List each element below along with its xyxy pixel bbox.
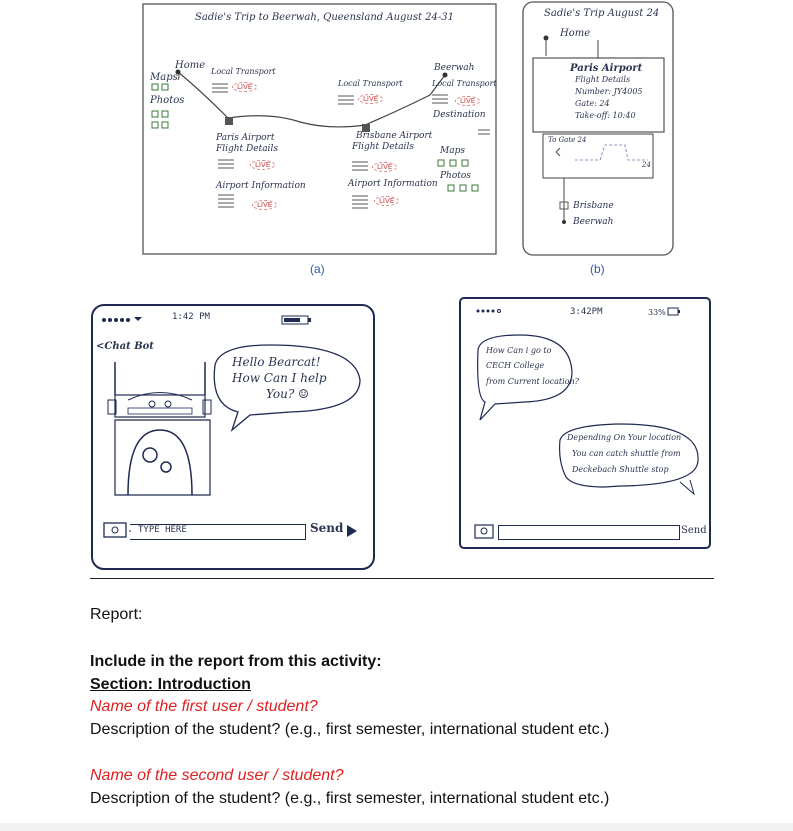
question-1-desc: Description of the student? (e.g., first semester, international student etc.): [90, 721, 610, 738]
bot2-bubble-line-2: You can catch shuttle from: [572, 449, 681, 458]
live-badge: LIVE: [455, 96, 480, 106]
live-badge: LIVE: [232, 82, 257, 92]
sketch-b-gate: Gate: 24: [575, 99, 610, 108]
sketch-a-destination: Destination: [433, 110, 486, 120]
sketch-a-paris-airport: Paris Airport: [216, 133, 275, 143]
live-badge: LIVE: [252, 200, 277, 210]
section-heading: Section: Introduction: [90, 676, 251, 693]
page-bottom-band: [0, 823, 793, 831]
user-bubble-line-1: How Can i go to: [486, 346, 552, 355]
sketch-b-to-gate: To Gate 24: [548, 136, 587, 144]
sketch-b-brisbane: Brisbane: [573, 201, 614, 211]
live-badge: LIVE: [358, 94, 383, 104]
divider-line: [90, 578, 714, 579]
sketch-a-flight-details-2: Flight Details: [352, 142, 414, 152]
question-2-name: Name of the second user / student?: [90, 767, 344, 784]
report-include: Include in the report from this activity:: [90, 653, 382, 670]
sketch-a-maps-left: Maps: [150, 72, 178, 83]
question-2-desc: Description of the student? (e.g., first semester, international student etc.): [90, 790, 610, 807]
sketch-b-flight-details: Flight Details: [575, 75, 631, 84]
bot-bubble-line-3: You? ☺: [266, 387, 309, 401]
bot-bubble-line-1: Hello Bearcat!: [232, 355, 321, 369]
sketch-a-beerwah: Beerwah: [434, 63, 475, 73]
sketch-a-airport-info-1: Airport Information: [216, 181, 306, 191]
send-button-2[interactable]: Send: [681, 525, 707, 536]
sketch-a-home: Home: [175, 60, 206, 71]
sketch-a-local-transport-1: Local Transport: [211, 67, 276, 76]
sketch-b-paris-airport: Paris Airport: [570, 63, 643, 74]
sketch-a-local-transport-2: Local Transport: [338, 79, 403, 88]
bot2-bubble-line-3: Deckebach Shuttle stop: [572, 465, 669, 474]
live-badge: LIVE: [372, 162, 397, 172]
chat-input-placeholder: TYPE HERE: [138, 525, 187, 535]
sketch-a-brisbane-airport: Brisbane Airport: [356, 131, 433, 141]
sketch-a-photos-right: Photos: [440, 171, 471, 181]
bot-bubble-line-2: How Can I help: [232, 371, 327, 385]
sketch-b-beerwah: Beerwah: [573, 217, 614, 227]
sketch-b-number: Number: JY4005: [575, 87, 643, 96]
live-badge: LIVE: [250, 160, 275, 170]
sketch-b-takeoff: Take-off: 10:40: [575, 111, 636, 120]
sketch-a-airport-info-2: Airport Information: [348, 179, 438, 189]
chat2-time: 3:42PM: [570, 307, 603, 317]
question-1-name: Name of the first user / student?: [90, 698, 318, 715]
sketch-a-local-transport-3: Local Transport: [432, 79, 497, 88]
caption-b: (b): [590, 262, 605, 276]
live-badge: LIVE: [374, 196, 399, 206]
report-heading: Report:: [90, 606, 143, 623]
chat2-battery: 33%: [648, 308, 666, 317]
sketch-b-title: Sadie's Trip August 24: [544, 8, 660, 19]
sketch-a-flight-details-1: Flight Details: [216, 144, 278, 154]
user-bubble-line-2: CECH College: [486, 361, 545, 370]
sketch-a-maps-right: Maps: [440, 146, 465, 156]
bot2-bubble-line-1: Depending On Your location: [567, 433, 682, 442]
sketch-a-photos-left: Photos: [150, 95, 185, 106]
user-bubble-line-3: from Current location?: [486, 377, 579, 386]
send-button[interactable]: Send: [310, 521, 344, 535]
chat-time: 1:42 PM: [172, 312, 210, 322]
sketch-b-home: Home: [560, 28, 591, 39]
chat-back-link[interactable]: <Chat Bot: [96, 341, 154, 352]
sketch-a-title: Sadie's Trip to Beerwah, Queensland August 24-31: [195, 12, 455, 23]
chat2-input-field[interactable]: [498, 525, 680, 540]
caption-a: (a): [310, 262, 325, 276]
sketch-b-gate-num: 24: [642, 161, 651, 169]
